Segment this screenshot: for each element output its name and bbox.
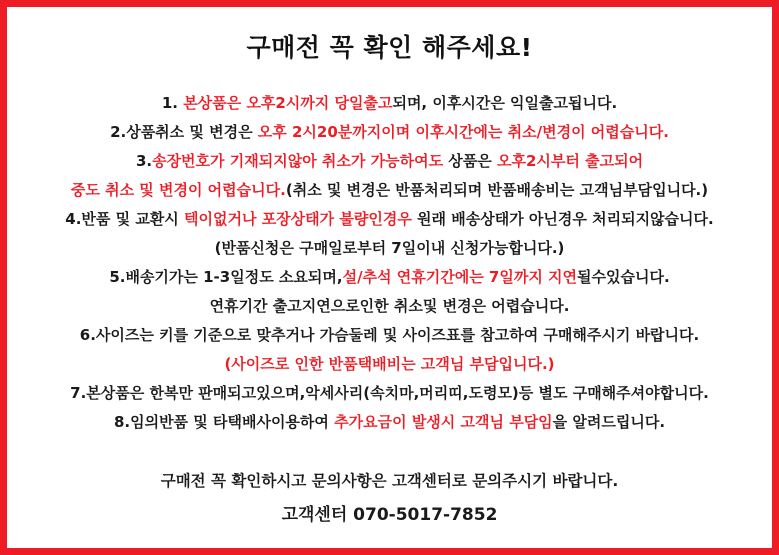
notice-line-highlight: 설/추석 연휴기간에는 7일까지 지연 bbox=[342, 268, 578, 286]
notice-line-highlight: 중도 취소 및 변경이 어렵습니다. bbox=[70, 181, 286, 199]
notice-line bbox=[0, 295, 779, 316]
notice-line bbox=[0, 411, 779, 432]
notice-line-text: 1. bbox=[161, 94, 184, 112]
notice-line bbox=[0, 266, 779, 287]
footer-text: 구매전 꼭 확인하시고 문의사항은 고객센터로 문의주시기 바랍니다. bbox=[160, 472, 619, 490]
notice-line-text: 2.상품취소 및 변경은 bbox=[110, 123, 258, 141]
notice-line-text: 3. bbox=[135, 152, 153, 170]
notice-line-text: 8.임의반품 및 타택배사이용하여 bbox=[113, 413, 335, 431]
notice-line-highlight: 오후 2시20분까지이며 이후시간에는 취소/변경이 어렵습니다. bbox=[257, 123, 669, 141]
notice-line bbox=[0, 353, 779, 374]
notice-line-highlight: (사이즈로 인한 반품택배비는 고객님 부담입니다.) bbox=[224, 355, 555, 373]
notice-line-text: 상품은 bbox=[448, 152, 497, 170]
notice-line-highlight: 텍이없거나 포장상태가 불량인경우 bbox=[184, 210, 412, 228]
notice-line bbox=[0, 179, 779, 200]
notice-line-text: 4.반품 및 교환시 bbox=[65, 210, 185, 228]
notice-line bbox=[0, 92, 779, 113]
notice-line bbox=[0, 382, 779, 403]
notice-line bbox=[0, 150, 779, 171]
notice-line-text: 되며, 이후시간은 익일출고됩니다. bbox=[392, 94, 618, 112]
notice-line-text: 5.배송기가는 1-3일정도 소요되며, bbox=[109, 268, 343, 286]
notice-line bbox=[0, 121, 779, 142]
notice-line-text: 될수있습니다. bbox=[577, 268, 670, 286]
notice-line-text: (반품신청은 구매일로부터 7일이내 신청가능합니다.) bbox=[214, 239, 565, 257]
notice-line-text: 연휴기간 출고지연으로인한 취소및 변경은 어렵습니다. bbox=[209, 297, 570, 315]
notice-line bbox=[0, 324, 779, 345]
notice-line-text: (취소 및 변경은 반품처리되며 반품배송비는 고객님부담입니다.) bbox=[285, 181, 709, 199]
notice-line-highlight: 본상품은 오후2시까지 당일출고 bbox=[183, 94, 393, 112]
notice-line bbox=[0, 208, 779, 229]
customer-center-phone: 고객센터 070-5017-7852 bbox=[281, 505, 498, 525]
notice-line-highlight: 송장번호가 기재되지않아 취소가 가능하여도 bbox=[152, 152, 449, 170]
notice-line-highlight: 추가요금이 발생시 고객님 부담임 bbox=[334, 413, 553, 431]
notice-line-text: 원래 배송상태가 아닌경우 처리되지않습니다. bbox=[411, 210, 714, 228]
notice-line bbox=[0, 237, 779, 258]
notice-title: 구매전 꼭 확인 해주세요! bbox=[246, 33, 533, 62]
notice-line-text: 7.본상품은 한복만 판매되고있으며,악세사리(속치마,머리띠,도령모)등 별도 구매해주셔야합니다. bbox=[70, 384, 709, 402]
notice-line-text: 6.사이즈는 키를 기준으로 맞추거나 가슴둘레 및 사이즈표를 참고하여 구매해주시기 바랍니다. bbox=[79, 326, 700, 344]
notice-line-text: 을 알려드립니다. bbox=[552, 413, 666, 431]
notice-line-highlight: 오후2시부터 출고되어 bbox=[496, 152, 644, 170]
